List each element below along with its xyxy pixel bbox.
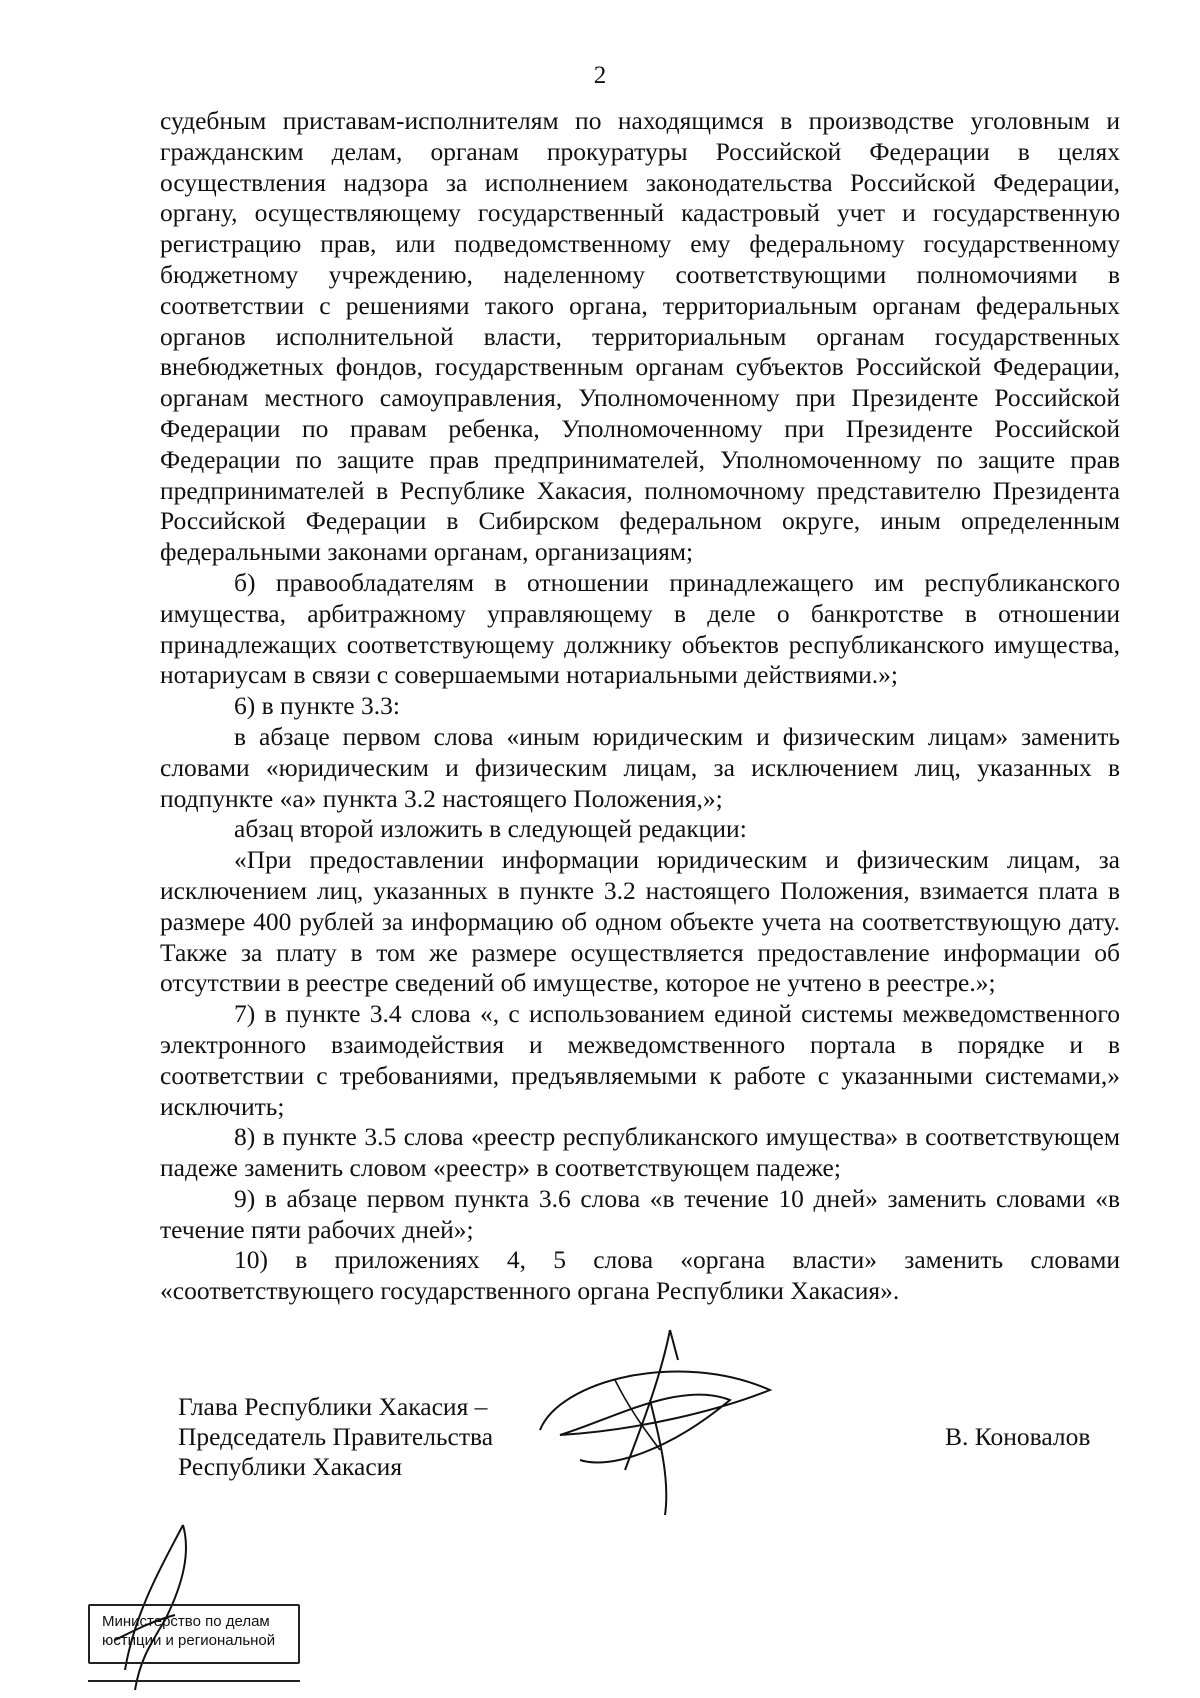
paragraph-4: в абзаце первом слова «иным юридическим и физическим лицам» заменить словами «юридическим и физическим лицам, за исключением лиц, указанных в подпункте «а» пункта 3.2 настоящего Положения,»;	[160, 721, 1120, 813]
stamp-underline	[88, 1680, 300, 1682]
signatory-title-line: Глава Республики Хакасия –	[178, 1392, 488, 1421]
document-body	[160, 106, 1120, 1307]
paragraph-3: 6) в пункте 3.3:	[234, 691, 400, 721]
paragraph-10: 10) в приложениях 4, 5 слова «органа власти» заменить словами «соответствующего государственного органа Республики Хакасия».	[160, 1245, 1120, 1306]
approval-stamp	[88, 1604, 300, 1664]
page-number: 2	[593, 62, 607, 89]
paragraph-6: «При предоставлении информации юридическим и физическим лицам, за исключением лиц, указанных в пункте 3.2 настоящего Положения, взимается плата в размере 400 рублей за информацию об одном объекте учета на соответствующую дату. Также за плату в том же размере осуществляется предоставление информации об отсутствии в реестре сведений об имуществе, которое не учтено в реестре.»;	[160, 845, 1120, 998]
signatory-name: В. Коновалов	[945, 1422, 1091, 1451]
handwritten-signature	[520, 1320, 780, 1520]
signatory-title	[178, 1392, 493, 1482]
paragraph-7: 7) в пункте 3.4 слова «, с использованием единой системы межведомственного электронного взаимодействия и межведомственного портала в порядке и в соответствии с требованиями, предъявляемыми к работе с указанными системами,» исключить;	[160, 999, 1120, 1121]
stamp-line: Министерство по делам	[102, 1613, 270, 1630]
paragraph-1: судебным приставам-исполнителям по находящимся в производстве уголовным и гражданским делам, органам прокуратуры Российской Федерации в целях осуществления надзора за исполнением законодательства Российской Федерации, органу, осуществляющему государственный кадастровый учет и государственную регистрацию прав, или подведомственному ему федеральному государственному бюджетному учреждению, наделенному соответствующими полномочиями в соответствии с решениями такого органа, территориальным органам федеральных органов исполнительной власти, территориальным органам государственных внебюджетных фондов, государственным органам субъектов Российской Федерации, органам местного самоуправления, Уполномоченному при Президенте Российской Федерации по правам ребенка, Уполномоченному при Президенте Российской Федерации по защите прав предпринимателей, Уполномоченному по защите прав предпринимателей в Республике Хакасия, полномочному представителю Президента Российской Федерации в Сибирском федеральном округе, иным определенным федеральными законами органам, организациям;	[160, 106, 1120, 567]
paragraph-2: б) правообладателям в отношении принадлежащего им республиканского имущества, арбитражному управляющему в деле о банкротстве в отношении принадлежащих соответствующему должнику объектов республиканского имущества, нотариусам в связи с совершаемыми нотариальными действиями.»;	[160, 567, 1120, 690]
stamp-line: юстиции и региональной	[102, 1632, 276, 1649]
paragraph-8: 8) в пункте 3.5 слова «реестр республиканского имущества» в соответствующем падеже заменить словом «реестр» в соответствующем падеже;	[160, 1122, 1120, 1183]
signatory-title-line: Председатель Правительства	[178, 1422, 494, 1451]
paragraph-5: абзац второй изложить в следующей редакции:	[234, 814, 747, 844]
signatory-title-line: Республики Хакасия	[178, 1452, 403, 1481]
paragraph-9: 9) в абзаце первом пункта 3.6 слова «в течение 10 дней» заменить словами «в течение пяти рабочих дней»;	[160, 1183, 1120, 1244]
